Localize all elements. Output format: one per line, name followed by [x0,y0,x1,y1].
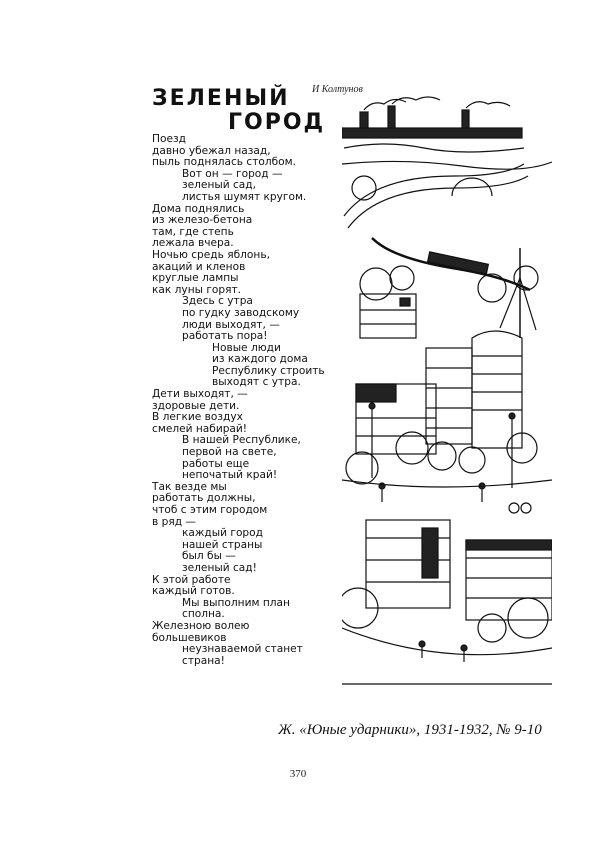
poem-line: круглые лампы [152,272,239,285]
poem-line: Мы выполним план [182,596,290,609]
poem-line: Ночью средь яблонь, [152,248,270,261]
buildings [356,248,552,620]
page-number: 370 [289,768,307,780]
poem-line: каждый готов. [152,585,235,598]
poem-text [152,134,352,667]
poem-line: Республику строить [212,364,325,377]
poem-line: В легкие воздух [152,411,243,424]
poem-line: Дома поднялись [152,202,245,215]
lamp-posts [369,403,515,488]
poem-title-line-1: ЗЕЛЕНЫЙ [152,86,290,111]
poem-title-line-2: ГОРОД [228,110,326,135]
poem-line: зеленый сад, [182,179,256,192]
poem-line: Поезд [152,133,186,145]
poem-line: большевиков [152,631,227,644]
poem-line: там, где степь [152,225,234,238]
author-name: И Колтунов [312,84,363,95]
people [379,483,531,662]
poem-line: непочатый край! [182,469,278,482]
poem-line: каждый город [182,527,263,540]
poem-line: зеленый сад! [182,561,257,574]
factory-skyline [342,97,552,169]
source-citation: Ж. «Юные ударники», 1931-1932, № 9-10 [278,722,542,738]
poem-line: Дети выходят, — [152,388,248,401]
poem-line: смелей набирай! [152,422,248,435]
railway [344,164,530,290]
poem-line: страна! [182,654,225,667]
poem-line: акаций и кленов [152,260,246,273]
city-illustration [342,88,552,688]
poem-line: люди выходят, — [182,318,280,331]
poem-line: в ряд — [152,515,196,528]
poem-line: чтоб с этим городом [152,504,268,516]
poem-line: В нашей Республике, [182,434,301,447]
poem-line: как луны горят. [152,283,242,296]
poem-line: нашей страны [182,538,263,551]
poem-line: Новые люди [212,341,281,354]
poem-line: из железо-бетона [152,214,253,227]
poem-line: сполна. [182,608,225,621]
poem-line: первой на свете, [182,446,277,459]
poem-line: Так везде мы [152,480,227,493]
poem-line: давно убежал назад, [152,144,271,157]
poem-line: работать пора! [182,330,268,343]
poem-line: по гудку заводскому [182,306,300,319]
poem-line: работать должны, [152,492,256,505]
poem-line: Вот он — город — [182,167,283,180]
poem-line: здоровые дети. [152,399,240,412]
poem-line: К этой работе [152,573,231,586]
poem-line: Железною волею [152,619,250,632]
poem-line: работы еще [182,457,250,470]
poem-line: был бы — [182,550,236,563]
poem-line: выходят с утра. [212,376,301,389]
poem-line: листья шумят кругом. [182,190,307,203]
poem-line: пыль поднялась столбом. [152,156,297,169]
poem-line: из каждого дома [212,353,308,366]
poem-line: лежала вчера. [152,237,234,250]
poem-line: Здесь с утра [182,295,253,308]
poem-line: неузнаваемой станет [182,643,303,656]
